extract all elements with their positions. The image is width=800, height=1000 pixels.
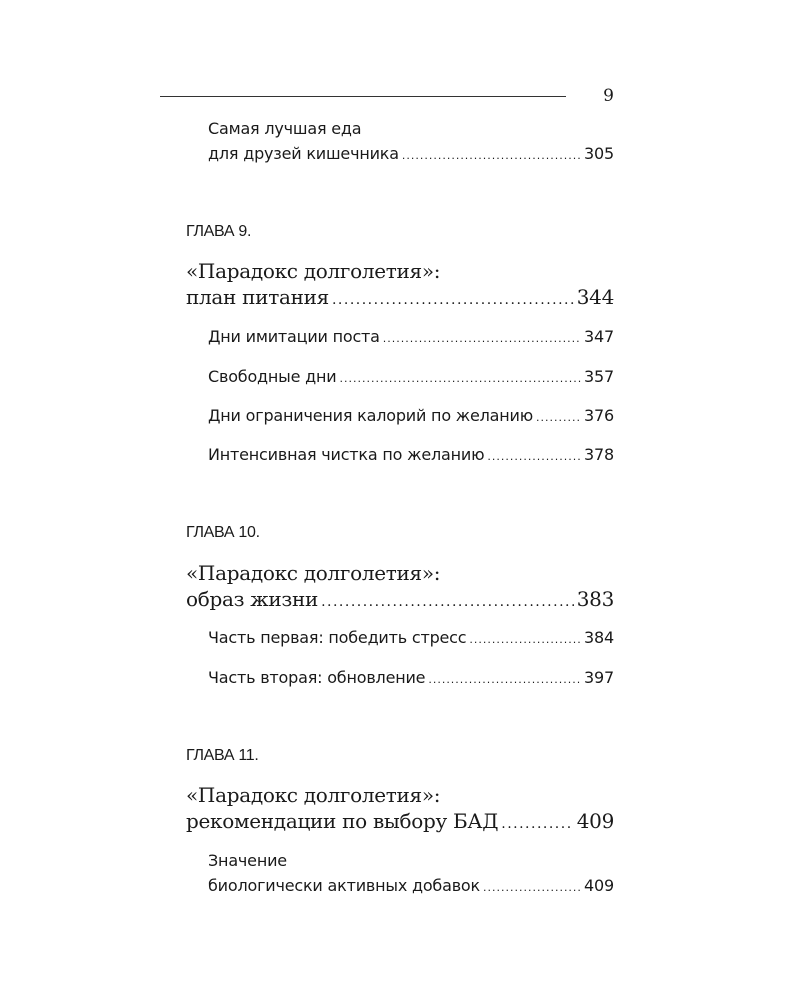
toc-entry-text: Часть первая: победить стресс (208, 628, 467, 647)
dot-leader (501, 811, 573, 837)
dot-leader (321, 589, 574, 615)
chapter-title-line: рекомендации по выбору БАД (186, 809, 499, 833)
dot-leader (339, 366, 581, 391)
toc-entry-page: 347 (584, 327, 614, 346)
chapter-title-line: образ жизни (186, 587, 319, 611)
toc-entry-page: 397 (584, 668, 614, 687)
chapter-title-line: «Парадокс долголетия»: (186, 561, 441, 585)
chapter-label: ГЛАВА 10. (186, 524, 260, 541)
chapter-page: 383 (576, 587, 614, 611)
page-number: 9 (603, 86, 614, 106)
toc-entry[interactable] (208, 116, 614, 168)
chapter-title[interactable] (186, 782, 614, 837)
toc-entry-page: 357 (584, 367, 614, 386)
dot-leader (428, 667, 581, 692)
dot-leader (383, 326, 581, 351)
toc-entry-page: 376 (584, 406, 614, 425)
toc-entry-text: Часть вторая: обновление (208, 668, 426, 687)
toc-entry-text: Дни ограничения калорий по желанию (208, 406, 534, 425)
header-rule (160, 96, 566, 97)
toc-entry[interactable] (208, 625, 614, 652)
toc-entry[interactable] (208, 364, 614, 391)
dot-leader (332, 287, 574, 313)
dot-leader (402, 143, 581, 168)
toc-entry[interactable] (208, 442, 614, 469)
toc-entry-text: Дни имитации поста (208, 327, 380, 346)
chapter-title[interactable] (186, 560, 614, 615)
toc-entry-page: 384 (584, 628, 614, 647)
chapter-label: ГЛАВА 9. (186, 223, 252, 240)
chapter-title-line: «Парадокс долголетия»: (186, 783, 441, 807)
toc-entry[interactable] (208, 848, 614, 900)
chapter-title-line: «Парадокс долголетия»: (186, 259, 441, 283)
chapter-label: ГЛАВА 11. (186, 747, 259, 764)
chapter-page: 344 (576, 285, 614, 309)
dot-leader (483, 875, 581, 900)
toc-entry-text: Значение (208, 851, 287, 870)
toc-entry-text: Свободные дни (208, 367, 337, 386)
dot-leader (469, 627, 581, 652)
toc-entry-text: для друзей кишечника (208, 144, 399, 163)
chapter-page: 409 (576, 809, 614, 833)
toc-entry-page: 409 (584, 876, 614, 895)
toc-entry[interactable] (208, 324, 614, 351)
running-header (160, 86, 614, 108)
toc-entry[interactable] (208, 665, 614, 692)
toc-entry[interactable] (208, 403, 614, 430)
chapter-title-line: план питания (186, 285, 329, 309)
toc-entry-page: 305 (584, 144, 614, 163)
toc-entry-text: Самая лучшая еда (208, 119, 362, 138)
dot-leader (536, 405, 581, 430)
toc-entry-text: биологически активных добавок (208, 876, 480, 895)
toc-entry-page: 378 (584, 445, 614, 464)
toc-entry-text: Интенсивная чистка по желанию (208, 445, 485, 464)
dot-leader (487, 444, 581, 469)
chapter-title[interactable] (186, 258, 614, 313)
